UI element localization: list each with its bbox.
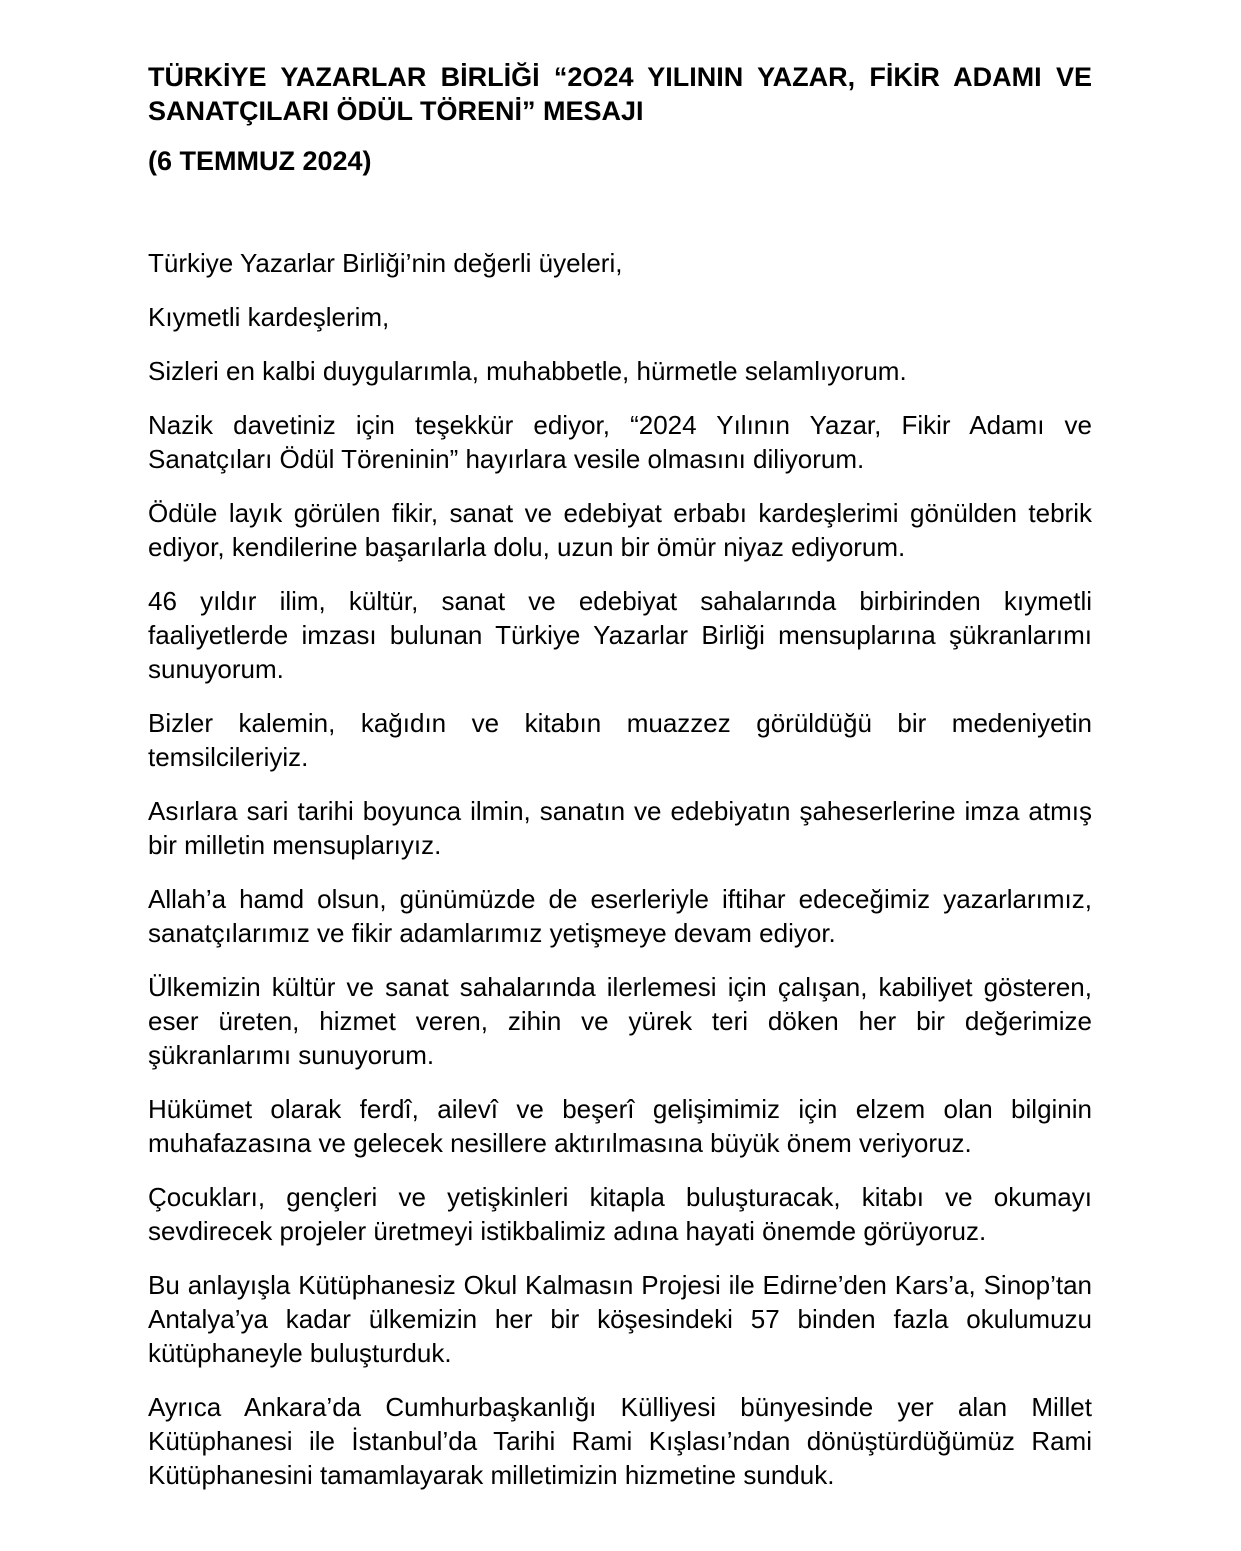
paragraph: Allah’a hamd olsun, günümüzde de eserleriyle iftihar edeceğimiz yazarlarımız, sanatçılarımız ve fikir adamlarımız yetişmeye devam ediyor. bbox=[148, 884, 1092, 948]
paragraph: Bizler kalemin, kağıdın ve kitabın muazzez görüldüğü bir medeniyetin temsilcileriyiz. bbox=[148, 708, 1092, 772]
paragraph: Ödüle layık görülen fikir, sanat ve edebiyat erbabı kardeşlerimi gönülden tebrik ediyor, kendilerine başarılarla dolu, uzun bir ömür niyaz ediyorum. bbox=[148, 498, 1092, 562]
paragraph: Ülkemizin kültür ve sanat sahalarında ilerlemesi için çalışan, kabiliyet gösteren, eser üreten, hizmet veren, zihin ve yürek teri döken her bir değerimize şükranlarımı sunuyorum. bbox=[148, 972, 1092, 1070]
document-date: (6 TEMMUZ 2024) bbox=[148, 146, 372, 176]
document-page bbox=[148, 60, 1092, 1512]
paragraph-address: Kıymetli kardeşlerim, bbox=[148, 302, 390, 332]
paragraph: Çocukları, gençleri ve yetişkinleri kitapla buluşturacak, kitabı ve okumayı sevdirecek projeler üretmeyi istikbalimiz adına hayati önemde görüyoruz. bbox=[148, 1182, 1092, 1246]
paragraph: Asırlara sari tarihi boyunca ilmin, sanatın ve edebiyatın şaheserlerine imza atmış bir milletin mensuplarıyız. bbox=[148, 796, 1092, 860]
document-body bbox=[148, 246, 1092, 1492]
paragraph-salutation: Türkiye Yazarlar Birliği’nin değerli üyeleri, bbox=[148, 248, 623, 278]
paragraph: Hükümet olarak ferdî, ailevî ve beşerî gelişimimiz için elzem olan bilginin muhafazasına ve gelecek nesillere aktırılmasına büyük önem veriyoruz. bbox=[148, 1094, 1092, 1158]
paragraph: Sizleri en kalbi duygularımla, muhabbetle, hürmetle selamlıyorum. bbox=[148, 356, 907, 386]
paragraph: 46 yıldır ilim, kültür, sanat ve edebiyat sahalarında birbirinden kıymetli faaliyetlerde imzası bulunan Türkiye Yazarlar Birliği mensuplarına şükranlarımı sunuyorum. bbox=[148, 586, 1092, 684]
paragraph: Nazik davetiniz için teşekkür ediyor, “2024 Yılının Yazar, Fikir Adamı ve Sanatçıları Ödül Töreninin” hayırlara vesile olmasını diliyorum. bbox=[148, 410, 1092, 474]
document-title: TÜRKİYE YAZARLAR BİRLİĞİ “2O24 YILININ YAZAR, FİKİR ADAMI VE SANATÇILARI ÖDÜL TÖRENİ” MESAJI bbox=[148, 62, 1092, 126]
paragraph: Bu anlayışla Kütüphanesiz Okul Kalmasın Projesi ile Edirne’den Kars’a, Sinop’tan Antalya’ya kadar ülkemizin her bir köşesindeki 57 binden fazla okulumuzu kütüphaneyle buluşturduk. bbox=[148, 1270, 1092, 1368]
paragraph: Ayrıca Ankara’da Cumhurbaşkanlığı Külliyesi bünyesinde yer alan Millet Kütüphanesi ile İstanbul’da Tarihi Rami Kışlası’ndan dönüştürdüğümüz Rami Kütüphanesini tamamlayarak milletimizin hizmetine sunduk. bbox=[148, 1392, 1092, 1490]
